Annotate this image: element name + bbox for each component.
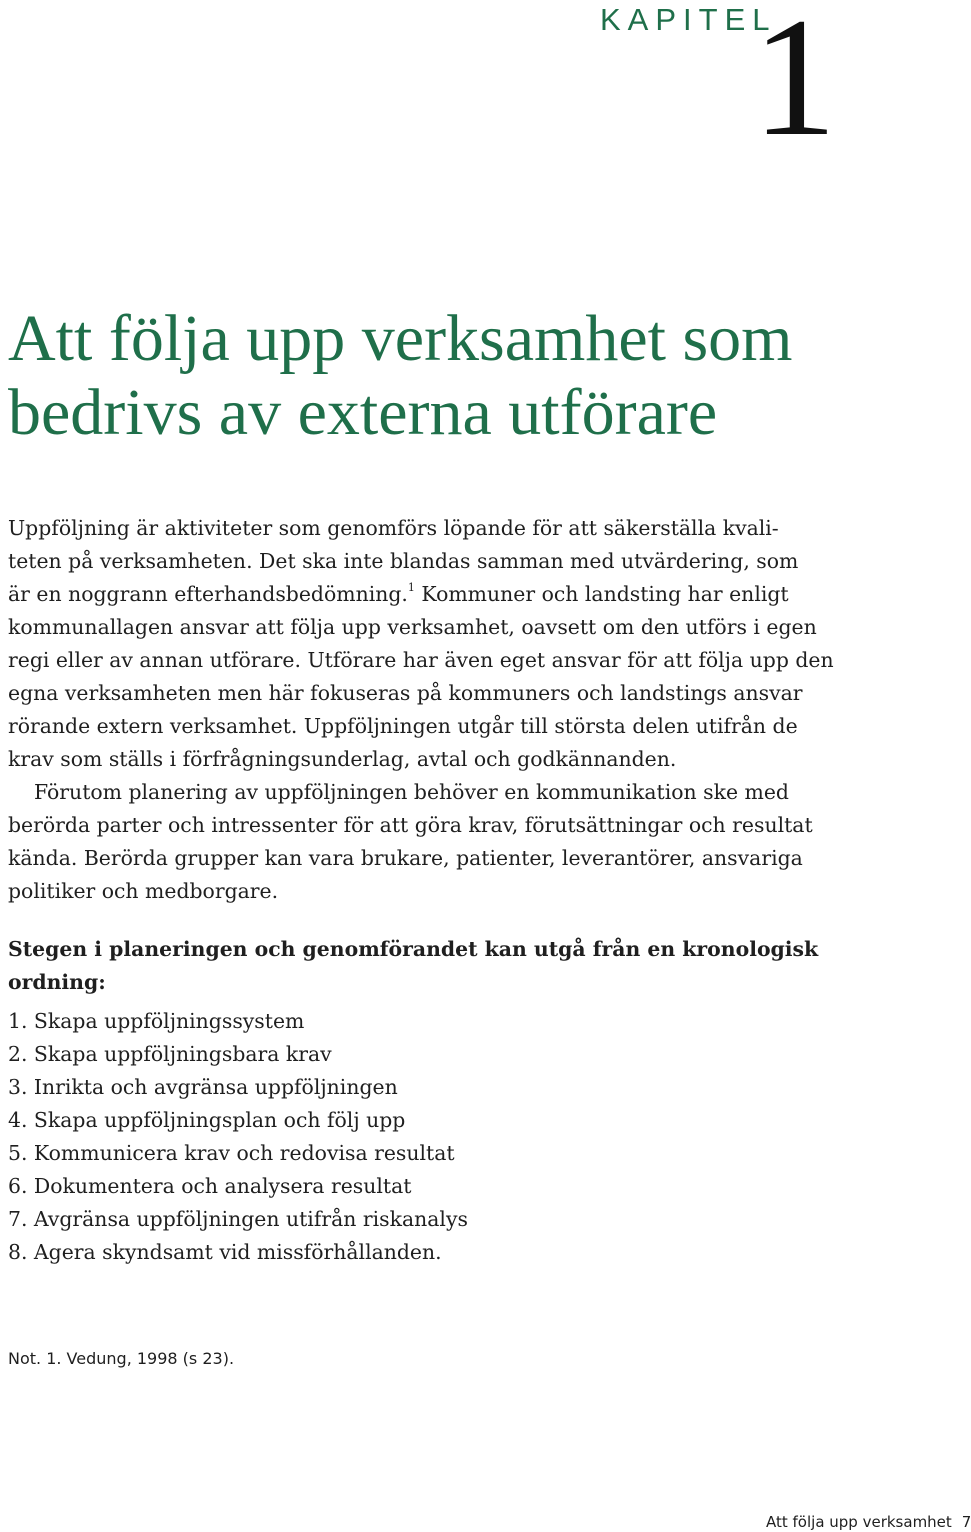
page-title-line-1: Att följa upp verksamhet som [8,302,793,375]
intro-line-3-continuation: Kommuner och landsting har enligt [414,582,789,606]
chapter-label: KAPITEL [600,2,777,37]
footnote-reference: 1 [407,581,415,594]
list-item: 7. Avgränsa uppföljningen utifrån riskanalys [8,1207,468,1231]
running-title: Att följa upp verksamhet [766,1513,952,1531]
intro-line-3-text: är en noggrann efterhandsbedömning. [8,582,408,606]
paragraph2-line-4: politiker och medborgare. [8,879,279,903]
list-item: 3. Inrikta och avgränsa uppföljningen [8,1075,398,1099]
intro-line-7: rörande extern verksamhet. Uppföljningen utgår till största delen utifrån de [8,714,798,738]
page-title [8,302,928,450]
page-number: 7 [961,1513,971,1531]
list-item: 5. Kommunicera krav och redovisa resultat [8,1141,455,1165]
list-item: 2. Skapa uppföljningsbara krav [8,1042,332,1066]
intro-line-8: krav som ställs i förfrågningsunderlag, avtal och godkännanden. [8,747,677,771]
list-item: 8. Agera skyndsamt vid missförhållanden. [8,1240,442,1264]
chapter-number: 1 [752,0,837,171]
intro-line-3 [8,578,908,611]
steps-heading-line-2: ordning: [8,970,106,994]
intro-line-4: kommunallagen ansvar att följa upp verksamhet, oavsett om den utförs i egen [8,615,817,639]
list-item: 6. Dokumentera och analysera resultat [8,1174,412,1198]
intro-line-2: teten på verksamheten. Det ska inte blandas samman med utvärdering, som [8,549,799,573]
steps-list [8,1005,468,1269]
page-title-line-2: bedrivs av externa utförare [8,376,718,449]
paragraph2-line-3: kända. Berörda grupper kan vara brukare, patienter, leverantörer, ansvariga [8,846,803,870]
steps-heading [8,933,908,999]
footnote: Not. 1. Vedung, 1998 (s 23). [8,1349,235,1368]
intro-line-5: regi eller av annan utförare. Utförare har även eget ansvar för att följa upp den [8,648,834,672]
steps-heading-line-1: Stegen i planeringen och genomförandet kan utgå från en kronologisk [8,937,819,961]
intro-line-6: egna verksamheten men här fokuseras på kommuners och landstings ansvar [8,681,803,705]
paragraph2-line-2: berörda parter och intressenter för att göra krav, förutsättningar och resultat [8,813,813,837]
intro-line-1: Uppföljning är aktiviteter som genomförs löpande för att säkerställa kvali- [8,516,779,540]
body-text [8,512,908,908]
running-footer [766,1512,971,1532]
paragraph2-line-1: Förutom planering av uppföljningen behöver en kommunikation ske med [34,780,789,804]
list-item: 4. Skapa uppföljningsplan och följ upp [8,1108,406,1132]
list-item: 1. Skapa uppföljningssystem [8,1009,305,1033]
